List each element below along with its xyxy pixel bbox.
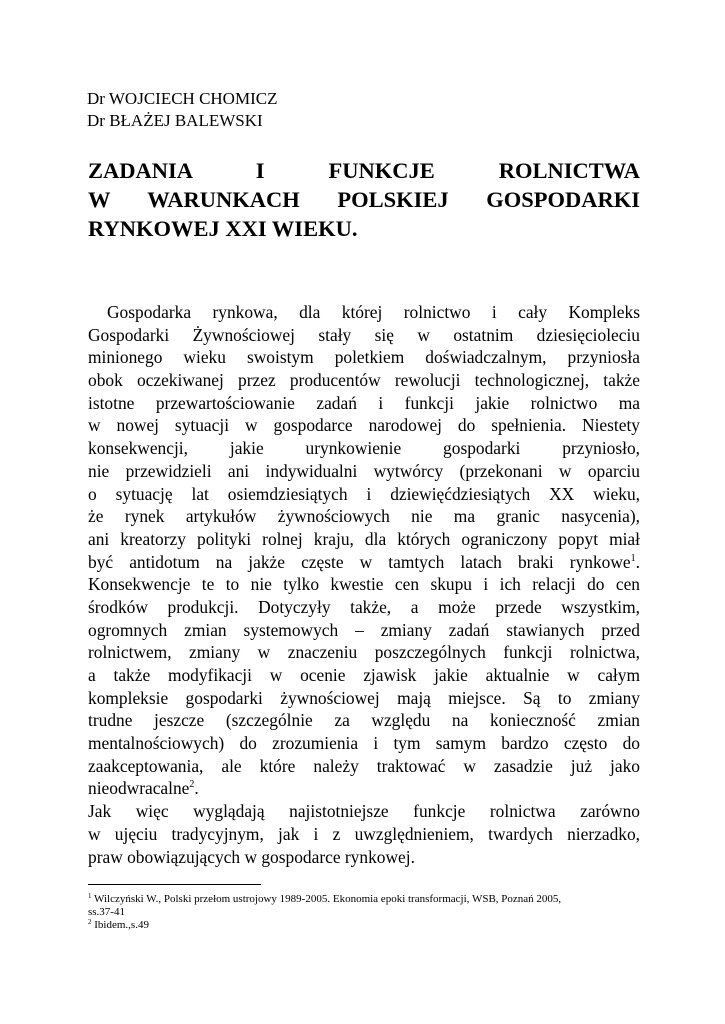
footnotes bbox=[88, 893, 640, 932]
body-line: ogromnych zmian systemowych – zmiany zadań stawianych przed bbox=[88, 619, 640, 640]
footnote-text-1: Wilczyński W., Polski przełom ustrojowy 1989-2005. Ekonomia epoki transformacji, WSB, Poznań 2005, bbox=[91, 893, 562, 905]
body-line: istotne przewartościowanie zadań i funkcji jakie rolnictwo ma bbox=[88, 392, 640, 413]
footnote-ref-1: 1 bbox=[630, 552, 636, 564]
author-block bbox=[87, 88, 277, 132]
body-line: minionego wieku swoistym poletkiem doświadczalnym, przyniosła bbox=[88, 347, 640, 368]
body-line: Gospodarki Żywnościowej stały się w ostatnim dziesięcioleciu bbox=[88, 324, 640, 345]
body-line: ani kreatorzy polityki rolnej kraju, dla których ograniczony popyt miał bbox=[88, 528, 640, 549]
body-line: konsekwencji, jakie urynkowienie gospodarki przyniosło, bbox=[88, 438, 640, 459]
period: . bbox=[194, 778, 199, 799]
footnote-number-2: 2 bbox=[88, 918, 92, 926]
body-line: Jak więc wyglądają najistotniejsze funkcje rolnictwa zarówno bbox=[88, 801, 640, 822]
body-line: praw obowiązujących w gospodarce rynkowej. bbox=[88, 846, 415, 867]
period: . bbox=[635, 551, 640, 572]
body-line: Gospodarka rynkowa, dla której rolnictwo i cały Kompleks bbox=[107, 302, 640, 322]
body-paragraphs bbox=[88, 301, 640, 868]
body-line: a także modyfikacji w ocenie zjawisk jakie aktualnie w całym bbox=[88, 665, 640, 685]
author-name-1: Dr WOJCIECH CHOMICZ bbox=[87, 89, 278, 108]
body-line-with-footnote-1 bbox=[88, 551, 640, 574]
body-line: środków produkcji. Dotyczyły także, a może przede wszystkim, bbox=[88, 596, 640, 617]
body-line: rolnictwem, zmiany w znaczeniu poszczególnych funkcji rolnictwa, bbox=[88, 642, 640, 663]
footnote-2 bbox=[88, 919, 640, 932]
body-line: w nowej sytuacji w gospodarce narodowej do spełnienia. Niestety bbox=[88, 415, 640, 436]
body-line: nie przewidzieli ani indywidualni wytwórcy (przekonani w oparciu bbox=[88, 460, 640, 481]
body-line: o sytuację lat osiemdziesiątych i dziewięćdziesiątych XX wieku, bbox=[88, 483, 640, 504]
body-line-with-footnote-2 bbox=[88, 777, 640, 800]
body-line: w ujęciu tradycyjnym, jak i z uwzględnieniem, twardych nierzadko, bbox=[88, 823, 640, 844]
paper-title bbox=[88, 156, 640, 243]
body-line: zaakceptowania, ale które należy traktować w zasadzie już jako bbox=[88, 755, 640, 776]
title-line-3: RYNKOWEJ XXI WIEKU. bbox=[88, 216, 358, 241]
body-line: mentalnościowych) do zrozumienia i tym samym bardzo często do bbox=[88, 733, 640, 754]
body-line: kompleksie gospodarki żywnościowej mają miejsce. Są to zmiany bbox=[88, 687, 640, 708]
body-line: trudne jeszcze (szczególnie za względu na konieczność zmian bbox=[88, 710, 640, 731]
footnote-1-continued: ss.37-41 bbox=[88, 906, 125, 918]
footnote-ref-2: 2 bbox=[189, 779, 195, 791]
footnote-1 bbox=[88, 893, 640, 906]
footnote-number-1: 1 bbox=[88, 892, 92, 900]
body-line-text: nieodwracalne bbox=[88, 778, 190, 799]
body-line-text: być antidotum na jakże częste w tamtych latach braki rynkowe bbox=[88, 551, 631, 572]
body-line: że rynek artykułów żywnościowych nie ma granic nasycenia), bbox=[88, 506, 640, 527]
body-line: Konsekwencje te to nie tylko kwestie cen skupu i ich relacji do cen bbox=[88, 574, 640, 595]
title-line-1: ZADANIA I FUNKCJE ROLNICTWA bbox=[88, 158, 640, 183]
body-line: obok oczekiwanej przez producentów rewolucji technologicznej, także bbox=[88, 370, 640, 391]
footnote-separator bbox=[88, 884, 261, 885]
author-name-2: Dr BŁAŻEJ BALEWSKI bbox=[87, 111, 263, 130]
footnote-text-2: Ibidem.,s.49 bbox=[91, 919, 149, 931]
title-line-2: W WARUNKACH POLSKIEJ GOSPODARKI bbox=[88, 187, 640, 212]
